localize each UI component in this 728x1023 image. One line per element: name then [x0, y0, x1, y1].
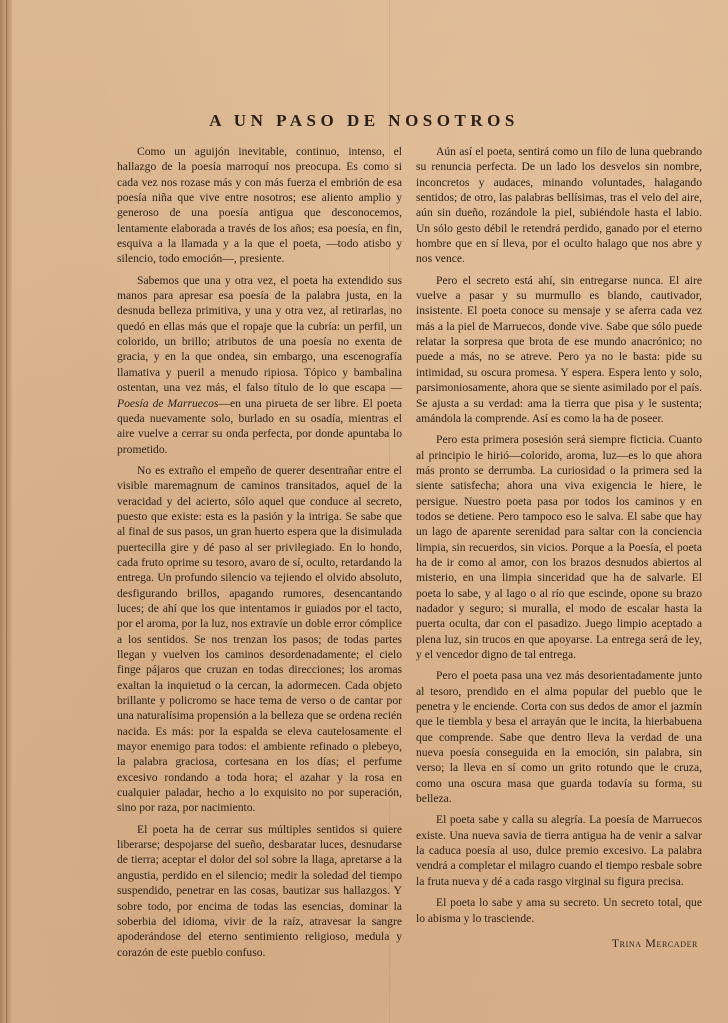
paragraph-text: Sabemos que una y otra vez, el poeta ha extendido sus manos para apresar esa poesía de la palabra justa, en la desnuda belleza primitiva, y una y otra vez, al retirarlas, no quedó en ellas más que el ropaje que la cubría: un perfil, un colorido, un brillo; atributos de una poesía no exenta de gracia, y en la que ondea, sin embargo, una escenografía llamativa y pueril a menudo ripiosa. Tópico y bambalina ostentan, una vez más, el falso título de lo que escapa — [117, 273, 402, 395]
left-column [117, 144, 402, 966]
paragraph: Pero esta primera posesión será siempre ficticia. Cuanto al principio le hirió—colorido, aroma, luz—es lo que ahora más pronto se derrumba. La curiosidad o la primera sed la siente satisfecha; ahora una viva exigencia le hiere, le persigue. Nuestro poeta pasa por todos los caminos y en todos se detiene. Pero tampoco eso le salva. El sabe que hay un lago de aparente serenidad para saltar con la conciencia limpia, sin recuerdos, sin vicios. Porque a la Poesía, el poeta ha de ir como al amor, con los brazos desnudos abiertos al misterio, en una limpia sinceridad que ha de salvarle. El poeta lo sabe, y al lago o al río que escinde, opone su brazo nadador y seguro; si muralla, el modo de escalar hasta la puerta oculta, dar con el pasadizo. Juego limpio aceptado a plena luz, sin trucos en que apoyarse. La entrega será de ley, y el vencedor digno de tal entrega. [416, 433, 702, 661]
paragraph: El poeta sabe y calla su alegría. La poesía de Marruecos existe. Una nueva savia de tierra antigua ha de venir a salvar la caduca poesía al uso, dulce premio excesivo. La palabra vendrá a completar el milagro cuando el tiempo resbale sobre la fruta nueva y dé a cada rasgo virginal su figura precisa. [416, 813, 702, 888]
page-binding-edge [0, 0, 12, 1023]
paragraph [117, 273, 402, 457]
paragraph: El poeta ha de cerrar sus múltiples sentidos si quiere liberarse; despojarse del sueño, desbaratar luces, desnudarse de tierra; aceptar el dolor del sol sobre la llaga, apretarse a la angustia, perdido en el silencio; medir la soledad del tiempo suspendido, penetrar en las cosas, bautizar sus hallazgos. Y sobre todo, por encima de todas las esencias, dominar la soberbia del idioma, vivir de la raíz, atravesar la sangre apoderándose del eterno sentimiento religioso, medula y corazón de este pueblo confuso. [117, 822, 402, 959]
paragraph-text: —en una pirueta de ser libre. El poeta queda nuevamente solo, burlado en su osadía, mientras el aire vuelve a cerrar su onda perfecta, por donde apuntaba lo prometido. [117, 396, 402, 456]
paragraph: El poeta lo sabe y ama su secreto. Un secreto total, que lo abisma y lo trasciende. [416, 896, 702, 925]
article-title: A UN PASO DE NOSOTROS [209, 111, 519, 131]
italic-title-reference: Poesía de Marruecos [117, 396, 219, 410]
paragraph: Como un aguijón inevitable, continuo, intenso, el hallazgo de la poesía marroquí nos preocupa. Es como si cada vez nos rozase más y con más fuerza el embrión de esa poesía niña que vive entre nosotros; ese aliento amplio y generoso de una poesía antigua que desconocemos, lentamente elaborada a través de los años; esa poesía, en fin, esquiva a la llamada y a la que el poeta, —todo atisbo y silencio, todo emoción—, presiente. [117, 145, 402, 266]
paragraph: Pero el secreto está ahí, sin entregarse nunca. El aire vuelve a pasar y su murmullo es blando, cautivador, insistente. El poeta conoce su mensaje y se aferra cada vez más a la piel de Marruecos, donde vive. Sabe que sólo puede relatar la sorpresa que brota de ese mundo anacrónico; no puede a más, no se atreve. Pero ya no le basta: pide su intimidad, su oscura promesa. Y espera. Espera lento y solo, parsimoniosamente, ahora que se siente asimilado por el país. Se ajusta a su verdad: ama la tierra que pisa y le sustenta; amándola la comprende. Así es como la ha de poseer. [416, 273, 702, 425]
right-column [416, 144, 702, 951]
paragraph: No es extraño el empeño de querer desentrañar entre el visible maremagnum de caminos transitados, aquel de la veracidad y del acierto, sólo aquel que conduce al secreto, puesto que existe: esta es la pasión y la intriga. Se sabe que al final de sus pasos, un gran huerto espera que la disimulada puertecilla gire y dé paso al ser privilegiado. En lo hondo, cada fruto oprime su tesoro, avaro de sí, oculto, retardando la entrega. Un profundo silencio va tejiendo el olvido absoluto, desfigurando brillos, apagando rumores, desencantando luces; de ahí que los que intentamos ir guiados por el tacto, por el aroma, por la luz, nos extravíe un doble error cómplice a los sentidos. Se nos trenzan los pasos; de todas partes llegan y vuelven los caminos desordenadamente; el cielo finge pájaros que cruzan en todas direcciones; los aromas exaltan la inquietud o la cercan, la adormecen. Cada objeto brillante y policromo se hace tema de verso o de cantar por una naturalísima propensión a la belleza que se ordena recién nacida. Es más: por la espalda se eleva cautelosamente el mayor enemigo para todos: el ambiente refinado o plebeyo, la palabra graciosa, cortesana en los días; el perfume excesivo rondando a toda hora; el azahar y la rosa en cualquier paladar, hecho a lo exquisito no por superación, sino por raza, por nacimiento. [117, 463, 402, 815]
paragraph: Pero el poeta pasa una vez más desorientadamente junto al tesoro, prendido en el alma popular del pueblo que le penetra y le enciende. Corta con sus dedos de amor el jazmín que le tiembla y besa el arrayán que le incita, la hierbabuena que comprende. Sabe que dentro lleva la verdad de una nueva poesía conseguida en la emoción, sin palabra, sin verso; la lleva en sí como un grito rotundo que le cruza, como una oscura masa que guarda todavía su forma, su belleza. [416, 669, 702, 806]
author-signature: Trina Mercader [611, 935, 698, 950]
paragraph: Aún así el poeta, sentirá como un filo de luna quebrando su renuncia perfecta. De un lado los desvelos sin nombre, inconcretos y audaces, minando voluntades, halagando sentidos; de otro, las palabras bellísimas, tras el velo del aire, aún sin dueño, rozándole la piel, subiéndole hasta el labio. Un sólo gesto débil le retendrá perdido, ganado por el eterno hombre que en sí lleva, por el oculto halago que nos abre y nos vence. [416, 145, 702, 266]
